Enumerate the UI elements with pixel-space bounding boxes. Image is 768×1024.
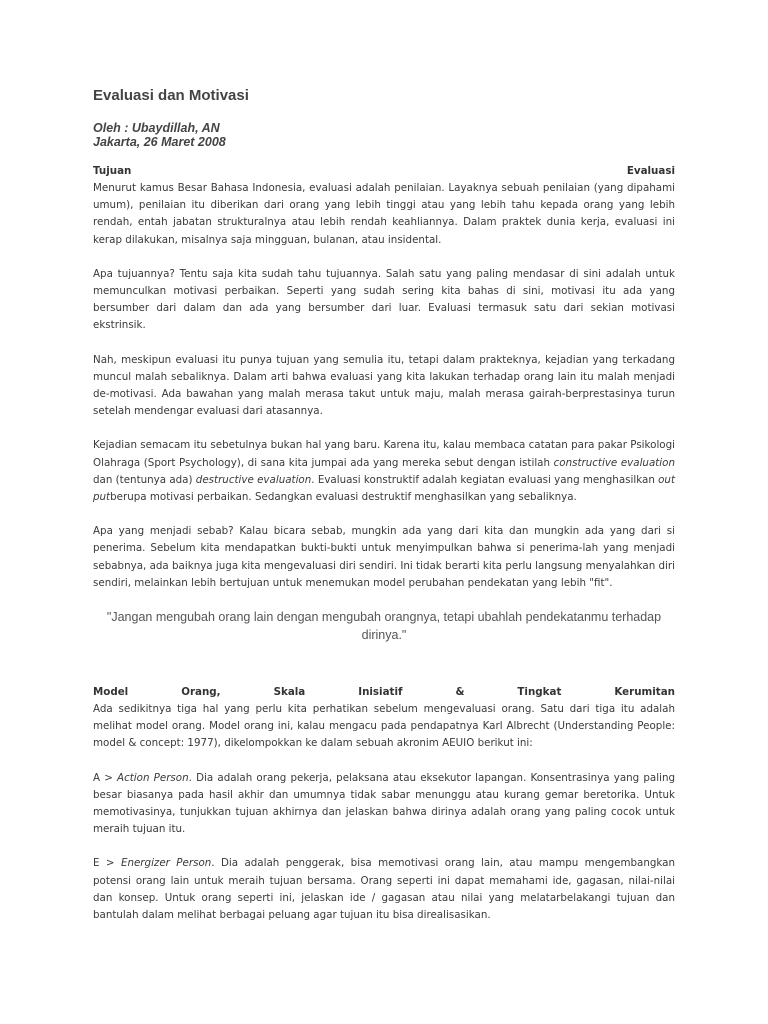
paragraph-definition: Menurut kamus Besar Bahasa Indonesia, evaluasi adalah penilaian. Layaknya sebuah penilaian (yang dipahami umum), penilaian itu diberikan dari orang yang lebih tinggi atau yang lebih tahu kepada orang yang lebih rendah, entah jabatan strukturalnya atau lebih rendah keahliannya. Dalam praktek dunia kerja, evaluasi ini kerap dilakukan, misalnya saja mingguan, bulanan, atau insidental. (93, 182, 675, 246)
paragraph-model-intro: Ada sedikitnya tiga hal yang perlu kita perhatikan sebelum mengevaluasi orang. Satu dari tiga itu adalah melihat model orang. Model orang ini, kalau mengacu pada pendapatnya Karl Albrecht (Understanding People: model & concept: 1977), dikelompokkan ke dalam sebuah akronim AEUIO berikut ini: (93, 703, 675, 750)
heading-word: Orang, (181, 686, 221, 699)
paragraph-action-person (93, 770, 675, 839)
text-run: . Dia adalah orang pekerja, pelaksana atau eksekutor lapangan. Konsentrasinya yang paling besar biasanya pada hasil akhir dan umumnya tidak sabar menunggu atau kurang gemar beretorika. Untuk memotivasinya, tunjukkan tujuan akhirnya dan jelaskan bahwa dirinya adalah orang yang paling cocok untuk meraih tujuan itu. (93, 771, 676, 836)
heading-word: Skala (273, 686, 306, 699)
author-line: Oleh : Ubaydillah, AN (93, 121, 220, 135)
heading-word: Tingkat (517, 686, 562, 699)
pull-quote: "Jangan mengubah orang lain dengan mengubah orangnya, tetapi ubahlah pendekatanmu terhadap dirinya." (106, 610, 662, 643)
document-title: Evaluasi dan Motivasi (93, 87, 249, 104)
section-heading-tujuan-evaluasi (93, 163, 675, 180)
paragraph-constructive-destructive (93, 437, 675, 506)
paragraph-purpose: Apa tujuannya? Tentu saja kita sudah tahu tujuannya. Salah satu yang paling mendasar di sini adalah untuk memunculkan motivasi perbaikan. Seperti yang sudah sering kita bahas di sini, motivasi itu ada yang bersumber dari dalam dan ada yang bersumber dari luar. Evaluasi termasuk satu dari sekian motivasi ekstrinsik. (93, 267, 675, 332)
heading-word: Inisiatif (358, 686, 403, 699)
heading-word: Model (93, 686, 129, 699)
paragraph-energizer-person (93, 855, 675, 924)
text-run: . Evaluasi konstruktif adalah kegiatan evaluasi yang menghasilkan (311, 473, 659, 486)
paragraph-demotivation: Nah, meskipun evaluasi itu punya tujuan yang semulia itu, tetapi dalam prakteknya, kejadian yang terkadang muncul malah sebaliknya. Dalam arti bahwa evaluasi yang kita lakukan terhadap orang lain itu malah menjadi de-motivasi. Ada bawahan yang malah merasa takut untuk maju, malah merasa gairah-berprestasinya turun setelah mendengar evaluasi dari atasannya. (93, 353, 675, 418)
heading-word: Evaluasi (626, 165, 675, 177)
term-constructive-evaluation: constructive evaluation (553, 456, 675, 469)
term-destructive-evaluation: destructive evaluation (195, 473, 312, 486)
document-body (93, 86, 675, 924)
text-run: dan (tentunya ada) (93, 473, 196, 486)
text-run: E > (93, 857, 121, 870)
text-run: Kejadian semacam itu sebetulnya bukan hal yang baru. Karena itu, kalau membaca catatan para pakar Psikologi Olahraga (Sport Psychology), di sana kita jumpai ada yang mereka sebut dengan istilah (93, 439, 675, 469)
date-line: Jakarta, 26 Maret 2008 (93, 135, 226, 149)
section-heading-model-orang (93, 684, 675, 701)
paragraph-cause: Apa yang menjadi sebab? Kalau bicara sebab, mungkin ada yang dari kita dan mungkin ada yang dari si penerima. Sebelum kita mendapatkan bukti-bukti untuk menyimpulkan bahwa si penerima-lah yang menjadi sebabnya, ada baiknya juga kita mengevaluasi diri sendiri. Ini tidak berarti kita perlu langsung menyalahkan diri sendiri, melainkan lebih bertujuan untuk menemukan model perubahan pendekatan yang lebih "fit". (93, 525, 675, 589)
heading-word: & (455, 686, 465, 699)
text-run: A > (93, 771, 118, 784)
heading-word: Kerumitan (614, 686, 675, 699)
term-action-person: Action Person (117, 771, 189, 784)
byline (93, 121, 675, 149)
text-run: . Dia adalah penggerak, bisa memotivasi orang lain, atau mampu mengembangkan potensi orang lain untuk meraih tujuan bersama. Orang seperti ini dapat memahami ide, gagasan, nilai-nilai dan konsep. Untuk orang seperti ini, jelaskan ide / gagasan atau nilai yang melatarbelakangi tujuan dan bantulah dalam melihat berbagai peluang agar tujuan itu bisa direalisasikan. (93, 857, 675, 922)
heading-word: Tujuan (93, 165, 132, 177)
text-run: berupa motivasi perbaikan. Sedangkan evaluasi destruktif menghasilkan yang sebaliknya. (110, 491, 577, 504)
term-energizer-person: Energizer Person (120, 857, 212, 870)
term-output: out put (93, 473, 675, 504)
